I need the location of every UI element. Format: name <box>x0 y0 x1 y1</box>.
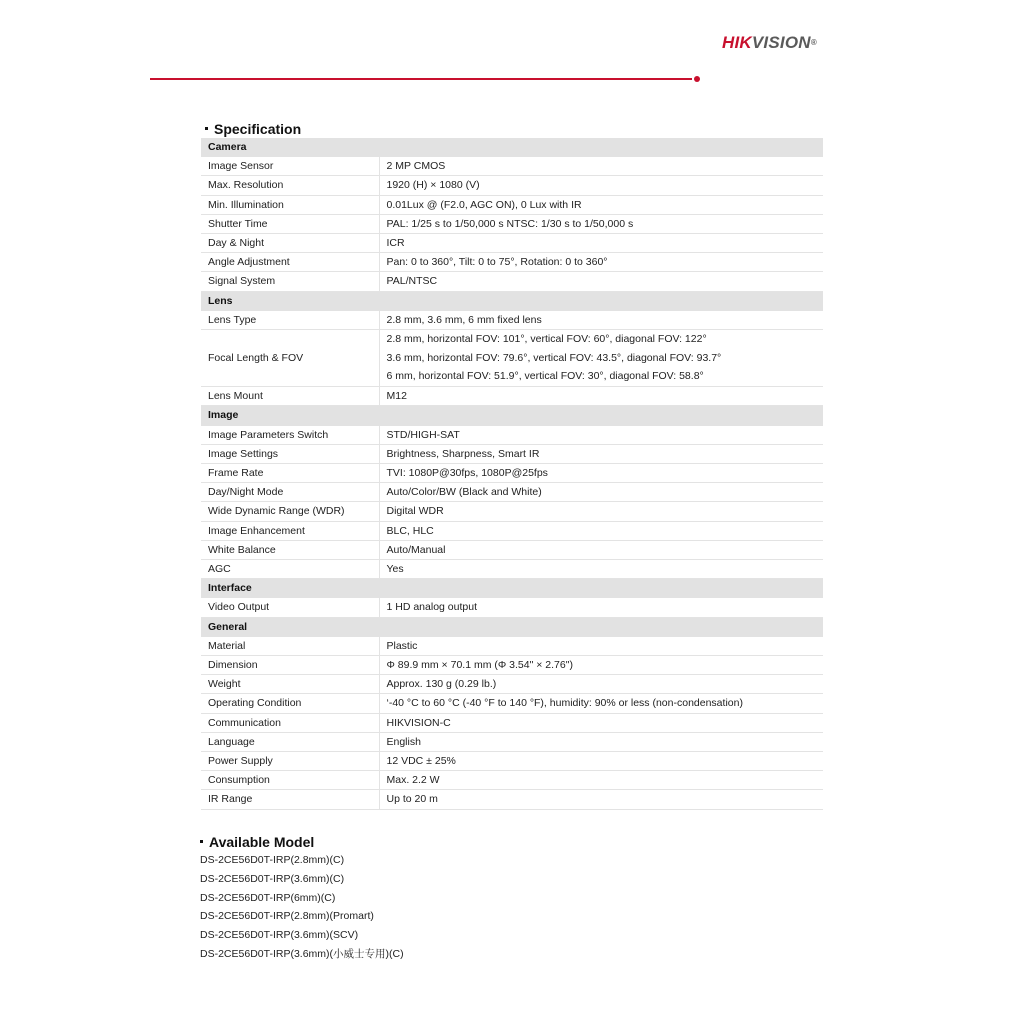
spec-label: White Balance <box>201 540 379 559</box>
spec-value: Up to 20 m <box>379 790 823 809</box>
spec-value: BLC, HLC <box>379 521 823 540</box>
spec-value: 2.8 mm, 3.6 mm, 6 mm fixed lens <box>379 310 823 329</box>
specification-heading-text: Specification <box>214 121 302 137</box>
spec-label: Consumption <box>201 771 379 790</box>
spec-value: PAL/NTSC <box>379 272 823 291</box>
model-item: DS-2CE56D0T-IRP(6mm)(C) <box>200 891 336 904</box>
spec-row <box>201 751 823 770</box>
spec-row <box>201 675 823 694</box>
spec-label: IR Range <box>201 790 379 809</box>
spec-value: Plastic <box>379 636 823 655</box>
spec-label: Wide Dynamic Range (WDR) <box>201 502 379 521</box>
spec-row <box>201 253 823 272</box>
spec-value: Digital WDR <box>379 502 823 521</box>
spec-value: TVI: 1080P@30fps, 1080P@25fps <box>379 463 823 482</box>
spec-value-line: 6 mm, horizontal FOV: 51.9°, vertical FOV: 30°, diagonal FOV: 58.8° <box>386 370 704 383</box>
model-list <box>200 851 404 964</box>
model-item: DS-2CE56D0T-IRP(3.6mm)(C) <box>200 872 345 885</box>
header-rule-dot <box>694 76 700 82</box>
spec-label: Dimension <box>201 655 379 674</box>
spec-value: 1 HD analog output <box>379 598 823 617</box>
spec-value-line: 2.8 mm, horizontal FOV: 101°, vertical FOV: 60°, diagonal FOV: 122° <box>386 333 707 346</box>
spec-row <box>201 330 823 387</box>
spec-row <box>201 790 823 809</box>
spec-label: Power Supply <box>201 751 379 770</box>
spec-label: Weight <box>201 675 379 694</box>
spec-group-filler <box>379 291 823 310</box>
spec-value: Yes <box>379 559 823 578</box>
spec-value: Auto/Color/BW (Black and White) <box>379 483 823 502</box>
spec-value: STD/HIGH-SAT <box>379 425 823 444</box>
spec-label: Signal System <box>201 272 379 291</box>
spec-value: HIKVISION-C <box>379 713 823 732</box>
spec-value: 2 MP CMOS <box>379 157 823 176</box>
spec-group-header <box>201 617 823 636</box>
spec-row <box>201 157 823 176</box>
spec-value: M12 <box>379 387 823 406</box>
spec-row <box>201 732 823 751</box>
spec-group-filler <box>379 138 823 157</box>
spec-value: Φ 89.9 mm × 70.1 mm (Φ 3.54" × 2.76") <box>379 655 823 674</box>
spec-value: PAL: 1/25 s to 1/50,000 s NTSC: 1/30 s to 1/50,000 s <box>379 214 823 233</box>
spec-row <box>201 540 823 559</box>
spec-row <box>201 234 823 253</box>
available-model-heading <box>200 834 314 850</box>
bullet-icon <box>200 840 203 843</box>
spec-row <box>201 425 823 444</box>
header-rule <box>150 78 692 80</box>
spec-row <box>201 655 823 674</box>
spec-value-line: 3.6 mm, horizontal FOV: 79.6°, vertical FOV: 43.5°, diagonal FOV: 93.7° <box>386 351 722 364</box>
spec-value: Auto/Manual <box>379 540 823 559</box>
spec-row <box>201 502 823 521</box>
spec-label: Frame Rate <box>201 463 379 482</box>
spec-row <box>201 598 823 617</box>
spec-row <box>201 176 823 195</box>
spec-label: Image Settings <box>201 444 379 463</box>
spec-label: Lens Mount <box>201 387 379 406</box>
spec-label: Focal Length & FOV <box>201 330 379 387</box>
model-item: DS-2CE56D0T-IRP(3.6mm)(小威士专用)(C) <box>200 947 404 960</box>
spec-value: English <box>379 732 823 751</box>
spec-value: 0.01Lux @ (F2.0, AGC ON), 0 Lux with IR <box>379 195 823 214</box>
spec-group-title: Lens <box>201 291 379 310</box>
spec-label: Shutter Time <box>201 214 379 233</box>
specification-table <box>201 138 823 810</box>
spec-label: Video Output <box>201 598 379 617</box>
spec-label: Image Parameters Switch <box>201 425 379 444</box>
spec-value: ICR <box>379 234 823 253</box>
spec-group-title: Camera <box>201 138 379 157</box>
spec-group-filler <box>379 579 823 598</box>
spec-value: 12 VDC ± 25% <box>379 751 823 770</box>
spec-value: Max. 2.2 W <box>379 771 823 790</box>
model-item: DS-2CE56D0T-IRP(2.8mm)(Promart) <box>200 910 374 923</box>
spec-row <box>201 195 823 214</box>
spec-group-title: Interface <box>201 579 379 598</box>
spec-label: Language <box>201 732 379 751</box>
spec-row <box>201 483 823 502</box>
spec-label: Lens Type <box>201 310 379 329</box>
spec-group-filler <box>379 406 823 425</box>
spec-label: Operating Condition <box>201 694 379 713</box>
logo-sub-text: VISION <box>751 33 811 52</box>
spec-group-title: General <box>201 617 379 636</box>
spec-value: Approx. 130 g (0.29 lb.) <box>379 675 823 694</box>
spec-row <box>201 444 823 463</box>
spec-group-header <box>201 406 823 425</box>
spec-label: Image Sensor <box>201 157 379 176</box>
spec-label: Angle Adjustment <box>201 253 379 272</box>
spec-value <box>379 330 823 387</box>
spec-row <box>201 713 823 732</box>
spec-row <box>201 636 823 655</box>
spec-row <box>201 387 823 406</box>
spec-value: ‘-40 °C to 60 °C (-40 °F to 140 °F), humidity: 90% or less (non-condensation) <box>379 694 823 713</box>
available-model-heading-text: Available Model <box>209 834 315 850</box>
spec-row <box>201 214 823 233</box>
bullet-icon <box>205 127 208 130</box>
spec-group-header <box>201 291 823 310</box>
logo-registered-mark: ® <box>810 38 817 47</box>
model-item: DS-2CE56D0T-IRP(3.6mm)(SCV) <box>200 929 359 942</box>
spec-row <box>201 521 823 540</box>
spec-value: Brightness, Sharpness, Smart IR <box>379 444 823 463</box>
spec-row <box>201 559 823 578</box>
spec-group-header <box>201 579 823 598</box>
spec-row <box>201 310 823 329</box>
spec-label: Day & Night <box>201 234 379 253</box>
spec-group-header <box>201 138 823 157</box>
spec-label: Communication <box>201 713 379 732</box>
spec-value: Pan: 0 to 360°, Tilt: 0 to 75°, Rotation: 0 to 360° <box>379 253 823 272</box>
spec-label: Day/Night Mode <box>201 483 379 502</box>
spec-row <box>201 463 823 482</box>
spec-label: Image Enhancement <box>201 521 379 540</box>
spec-row <box>201 272 823 291</box>
spec-group-filler <box>379 617 823 636</box>
specification-heading <box>205 121 301 137</box>
model-item: DS-2CE56D0T-IRP(2.8mm)(C) <box>200 854 345 866</box>
hikvision-logo <box>722 33 817 53</box>
logo-main-text: HIK <box>722 33 752 52</box>
spec-label: Max. Resolution <box>201 176 379 195</box>
spec-row <box>201 771 823 790</box>
spec-label: Min. Illumination <box>201 195 379 214</box>
spec-group-title: Image <box>201 406 379 425</box>
spec-label: AGC <box>201 559 379 578</box>
spec-row <box>201 694 823 713</box>
spec-value: 1920 (H) × 1080 (V) <box>379 176 823 195</box>
spec-label: Material <box>201 636 379 655</box>
